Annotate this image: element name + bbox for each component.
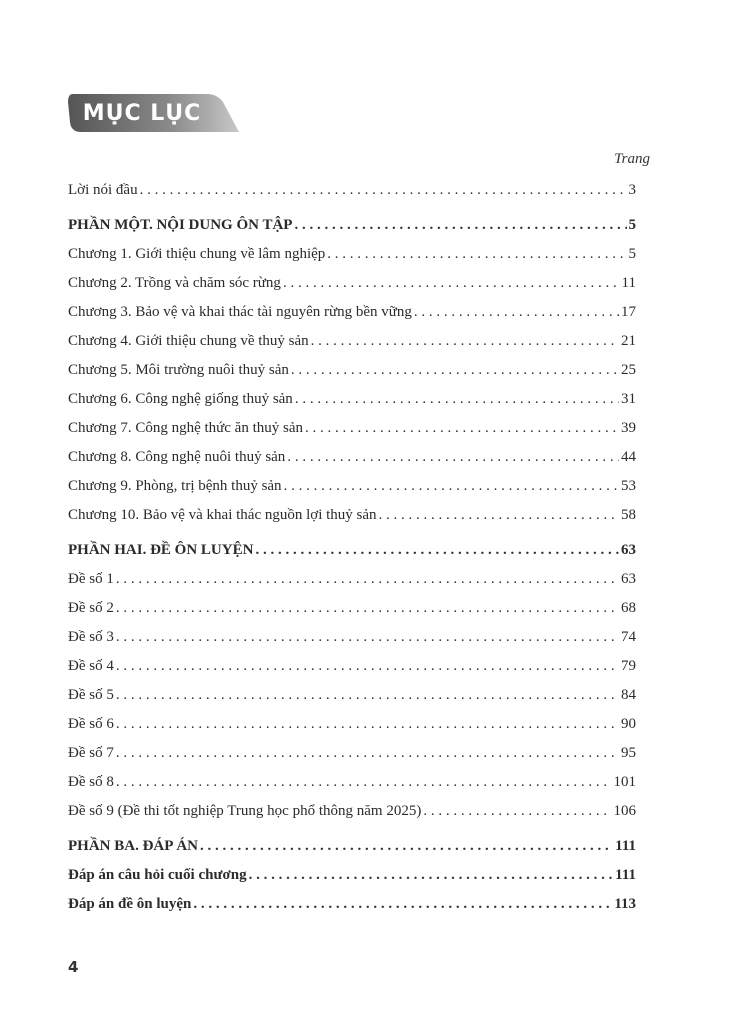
toc-page-number: 84 [621,687,636,703]
toc-page-number: 11 [621,275,636,291]
dot-leader [423,803,611,820]
toc-entry-row [68,803,636,832]
toc-page-number: 31 [621,391,636,407]
toc-entry-label: PHẦN HAI. ĐỀ ÔN LUYỆN [68,542,254,558]
toc-entry-row [68,182,636,211]
toc-page-number: 106 [613,803,636,819]
toc-entry-row [68,600,636,629]
dot-leader [283,275,620,292]
toc-entry-row [68,420,636,449]
toc-entry-row [68,391,636,420]
toc-section-row [68,542,636,571]
toc-page-number: 111 [615,838,636,854]
toc-entry-row [68,449,636,478]
toc-page-number: 74 [621,629,636,645]
toc-entry-row [68,687,636,716]
toc-section-row [68,217,636,246]
toc-section-row [68,838,636,867]
toc-page-number: 113 [614,896,636,912]
toc-page-number: 17 [621,304,636,320]
toc-entry-row [68,507,636,536]
toc-entry-label: Đề số 7 [68,745,114,761]
toc-entry-row [68,478,636,507]
toc-entry-label: Chương 6. Công nghệ giống thuỷ sản [68,391,293,407]
toc-page-number: 21 [621,333,636,349]
toc-page-number: 5 [628,217,636,233]
toc-entry-label: Đề số 1 [68,571,114,587]
dot-leader [116,629,619,646]
toc-entry-label: Chương 9. Phòng, trị bệnh thuỷ sản [68,478,282,494]
dot-leader [295,391,619,408]
toc-page-number: 25 [621,362,636,378]
toc-page-number: 63 [621,542,636,558]
toc-entry-label: PHẦN BA. ĐÁP ÁN [68,838,198,854]
toc-entry-label: Chương 4. Giới thiệu chung về thuỷ sản [68,333,309,349]
toc-entry-label: Chương 7. Công nghệ thức ăn thuỷ sản [68,420,304,436]
toc-entry-row [68,246,636,275]
dot-leader [284,478,619,495]
dot-leader [116,571,619,588]
toc-entry-label: Đáp án đề ôn luyện [68,896,192,912]
page-number: 4 [68,958,79,976]
toc-entry-label: Lời nói đầu [68,182,138,198]
dot-leader [193,896,612,913]
toc-entry-row [68,867,636,896]
dot-leader [327,246,626,263]
toc-page-number: 44 [621,449,636,465]
toc-entry-label: Đề số 8 [68,774,114,790]
dot-leader [255,542,619,559]
dot-leader [379,507,619,524]
title-banner [67,92,239,134]
toc-page-number: 53 [621,478,636,494]
dot-leader [311,333,619,350]
toc-page-number: 58 [621,507,636,523]
toc-page-number: 5 [628,246,636,262]
toc-page-number: 68 [621,600,636,616]
dot-leader [305,420,619,437]
dot-leader [414,304,619,321]
dot-leader [116,774,612,791]
toc-entry-label: Chương 2. Trồng và chăm sóc rừng [68,275,281,291]
toc-entry-label: Chương 10. Bảo vệ và khai thác nguồn lợi thuỷ sản [68,507,377,523]
toc-entry-label: Đáp án câu hỏi cuối chương [68,867,247,883]
toc-page-number: 3 [628,182,636,198]
toc-entry-label: Chương 8. Công nghệ nuôi thuỷ sản [68,449,286,465]
toc-page-number: 95 [621,745,636,761]
toc-entry-row [68,629,636,658]
toc-entry-row [68,896,636,925]
table-of-contents [68,182,636,925]
toc-entry-label: Đề số 9 (Đề thi tốt nghiệp Trung học phổ thông năm 2025) [68,803,422,819]
toc-entry-label: Đề số 3 [68,629,114,645]
dot-leader [287,449,619,466]
toc-page-number: 63 [621,571,636,587]
toc-entry-row [68,333,636,362]
toc-entry-row [68,362,636,391]
toc-entry-row [68,304,636,333]
dot-leader [116,745,619,762]
toc-entry-label: PHẦN MỘT. NỘI DUNG ÔN TẬP [68,217,293,233]
toc-entry-label: Chương 3. Bảo vệ và khai thác tài nguyên rừng bền vững [68,304,412,320]
dot-leader [294,217,626,234]
toc-entry-label: Đề số 5 [68,687,114,703]
toc-entry-row [68,658,636,687]
toc-entry-row [68,571,636,600]
toc-entry-label: Chương 1. Giới thiệu chung về lâm nghiệp [68,246,326,262]
dot-leader [291,362,619,379]
dot-leader [116,658,619,675]
dot-leader [116,600,619,617]
dot-leader [116,687,619,704]
toc-page-number: 79 [621,658,636,674]
dot-leader [140,182,627,199]
toc-entry-label: Chương 5. Môi trường nuôi thuỷ sản [68,362,289,378]
dot-leader [116,716,619,733]
toc-entry-row [68,716,636,745]
page-column-label: Trang [614,151,650,167]
toc-page-number: 111 [615,867,636,883]
toc-entry-row [68,275,636,304]
toc-entry-label: Đề số 6 [68,716,114,732]
toc-entry-row [68,774,636,803]
toc-page-number: 101 [613,774,636,790]
dot-leader [200,838,613,855]
toc-page-number: 90 [621,716,636,732]
toc-page-number: 39 [621,420,636,436]
toc-entry-row [68,745,636,774]
toc-entry-label: Đề số 2 [68,600,114,616]
toc-entry-label: Đề số 4 [68,658,114,674]
page-title: MỤC LỤC [82,100,202,126]
dot-leader [249,867,614,884]
